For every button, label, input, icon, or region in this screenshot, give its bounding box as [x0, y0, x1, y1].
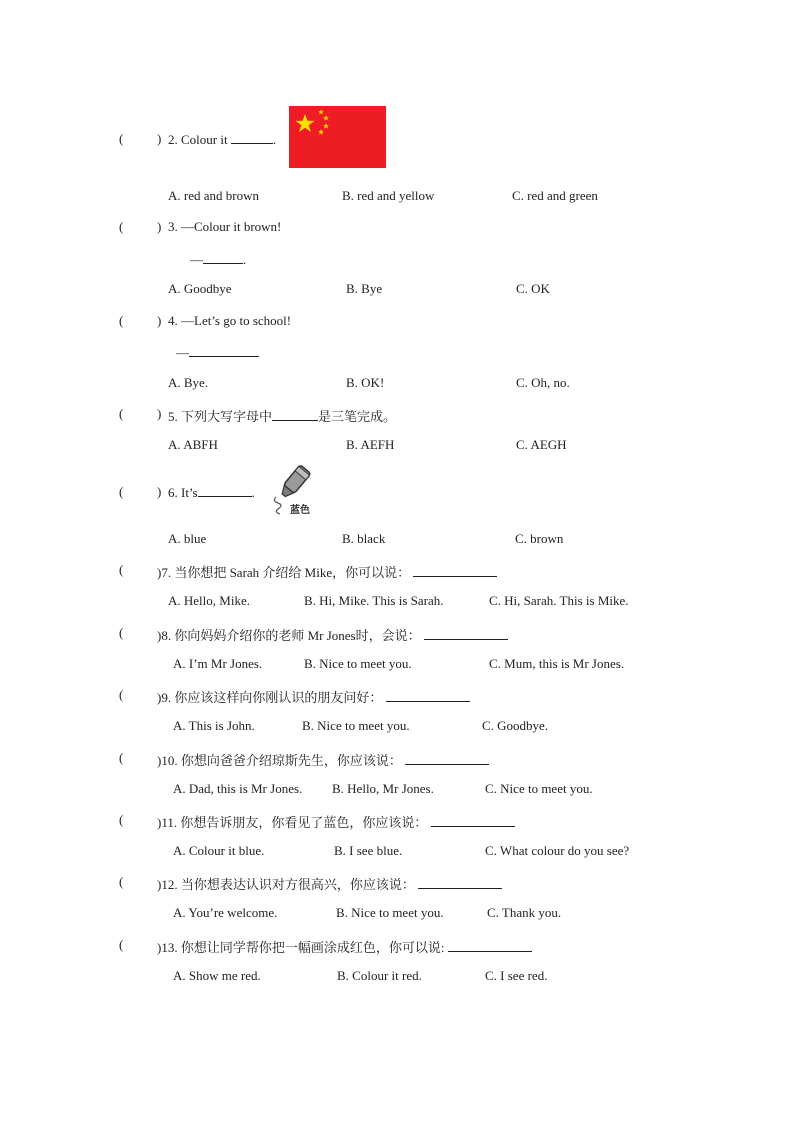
answer-paren-close: ) — [157, 219, 162, 234]
answer-blank[interactable] — [272, 408, 318, 421]
answer-paren-open: ( — [119, 812, 124, 827]
option-c[interactable]: C. red and green — [512, 188, 598, 203]
option-b[interactable]: B. Nice to meet you. — [304, 656, 412, 671]
answer-blank[interactable] — [405, 752, 489, 765]
answer-paren-open: ( — [119, 219, 124, 234]
question-stem: 4. —Let’s go to school! — [168, 313, 292, 328]
option-a[interactable]: A. Hello, Mike. — [168, 593, 250, 608]
option-b[interactable]: B. Colour it red. — [337, 968, 422, 983]
option-a[interactable]: A. Show me red. — [173, 968, 261, 983]
option-b[interactable]: B. Nice to meet you. — [302, 718, 410, 733]
question-stem: )10. 你想向爸爸介绍琼斯先生，你应该说： — [157, 750, 489, 769]
question-stem: )7. 当你想把 Sarah 介绍给 Mike，你可以说： — [157, 562, 497, 581]
option-b[interactable]: B. black — [342, 531, 386, 546]
answer-blank[interactable] — [231, 131, 273, 144]
option-a[interactable]: A. blue — [168, 531, 207, 546]
answer-paren-open: ( — [119, 313, 124, 328]
option-c[interactable]: C. brown — [515, 531, 564, 546]
question-stem: )9. 你应该这样向你刚认识的朋友问好： — [157, 687, 470, 706]
dialogue-answer-line: — — [176, 344, 259, 361]
question-stem: 3. —Colour it brown! — [168, 219, 282, 234]
answer-paren-open: ( — [119, 687, 124, 702]
marker-pen-image — [270, 463, 318, 519]
question-stem: )13. 你想让同学帮你把一幅画涂成红色，你可以说: — [157, 937, 532, 956]
answer-blank[interactable] — [431, 814, 515, 827]
question-stem: )8. 你向妈妈介绍你的老师 Mr Jones时，会说： — [157, 625, 508, 644]
option-b[interactable]: B. Bye — [346, 281, 383, 296]
answer-blank[interactable] — [203, 251, 243, 264]
option-c[interactable]: C. Mum, this is Mr Jones. — [489, 656, 625, 671]
dialogue-answer-line: — . — [190, 252, 247, 267]
answer-blank[interactable] — [424, 627, 508, 640]
option-a[interactable]: A. Bye. — [168, 375, 209, 390]
answer-blank[interactable] — [198, 484, 252, 497]
option-a[interactable]: A. Goodbye — [168, 281, 232, 296]
option-c[interactable]: C. OK — [516, 281, 550, 296]
question-stem: )11. 你想告诉朋友，你看见了蓝色，你应该说： — [157, 812, 515, 831]
option-a[interactable]: A. I’m Mr Jones. — [173, 656, 263, 671]
answer-blank[interactable] — [386, 689, 470, 702]
option-c[interactable]: C. Goodbye. — [482, 718, 549, 733]
option-c[interactable]: C. Thank you. — [487, 905, 562, 920]
option-a[interactable]: A. ABFH — [168, 437, 218, 452]
answer-paren-close: ) — [157, 406, 162, 421]
option-b[interactable]: B. Hi, Mike. This is Sarah. — [304, 593, 444, 608]
answer-paren-close: ) — [157, 131, 162, 146]
question-stem: 2. Colour it . — [168, 132, 277, 147]
option-c[interactable]: C. Hi, Sarah. This is Mike. — [489, 593, 629, 608]
option-c[interactable]: C. Oh, no. — [516, 375, 570, 390]
answer-paren-open: ( — [119, 874, 124, 889]
answer-paren-open: ( — [119, 406, 124, 421]
marker-color-label: 蓝色 — [290, 505, 310, 516]
option-a[interactable]: A. Dad, this is Mr Jones. — [173, 781, 303, 796]
option-a[interactable]: A. Colour it blue. — [173, 843, 265, 858]
option-b[interactable]: B. OK! — [346, 375, 385, 390]
question-stem: 6. It’s . — [168, 485, 255, 500]
china-flag-image — [289, 106, 386, 168]
option-a[interactable]: A. This is John. — [173, 718, 255, 733]
answer-paren-close: ) — [157, 484, 162, 499]
option-b[interactable]: B. AEFH — [346, 437, 395, 452]
answer-paren-open: ( — [119, 562, 124, 577]
answer-blank[interactable] — [448, 939, 532, 952]
option-b[interactable]: B. Hello, Mr Jones. — [332, 781, 434, 796]
question-stem: )12. 当你想表达认识对方很高兴，你应该说： — [157, 874, 502, 893]
answer-blank[interactable] — [418, 876, 502, 889]
answer-blank[interactable] — [413, 564, 497, 577]
answer-paren-open: ( — [119, 937, 124, 952]
option-b[interactable]: B. Nice to meet you. — [336, 905, 444, 920]
option-a[interactable]: A. You’re welcome. — [173, 905, 278, 920]
answer-paren-open: ( — [119, 625, 124, 640]
answer-paren-open: ( — [119, 131, 124, 146]
option-c[interactable]: C. I see red. — [485, 968, 548, 983]
answer-paren-close: ) — [157, 313, 162, 328]
question-stem: 5. 下列大写字母中 是三笔完成。 — [168, 409, 397, 424]
answer-blank[interactable] — [189, 344, 259, 357]
option-c[interactable]: C. AEGH — [516, 437, 567, 452]
option-b[interactable]: B. I see blue. — [334, 843, 403, 858]
answer-paren-open: ( — [119, 484, 124, 499]
option-c[interactable]: C. What colour do you see? — [485, 843, 630, 858]
option-b[interactable]: B. red and yellow — [342, 188, 435, 203]
option-a[interactable]: A. red and brown — [168, 188, 259, 203]
option-c[interactable]: C. Nice to meet you. — [485, 781, 593, 796]
answer-paren-open: ( — [119, 750, 124, 765]
